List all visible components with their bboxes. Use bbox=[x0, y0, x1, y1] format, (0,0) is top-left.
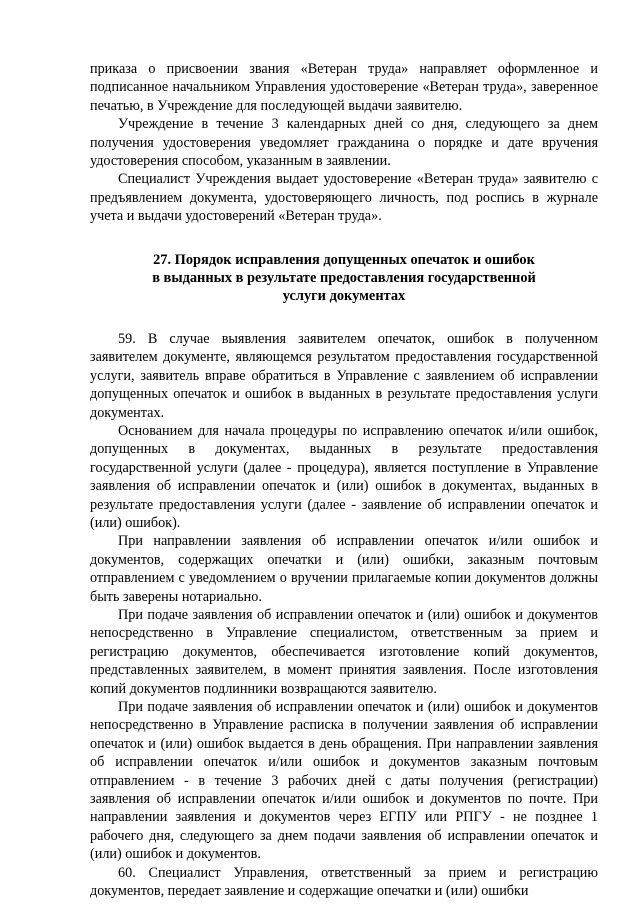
paragraph: Основанием для начала процедуры по исправлению опечаток и/или ошибок, допущенных в документах, выданных в результате предоставления государственной услуги (далее - процедура), является поступление в Управление заявления об исправлении опечаток и (или) ошибок в документах, выданных в результате предоставления услуги (далее - заявление об исправлении опечаток и (или) ошибок). bbox=[90, 422, 598, 531]
paragraph: Специалист Учреждения выдает удостоверение «Ветеран труда» заявителю с предъявлением документа, удостоверяющего личность, под роспись в журнале учета и выдачи удостоверений «Ветеран труда». bbox=[90, 171, 598, 225]
section-heading-line: 27. Порядок исправления допущенных опечаток и ошибок bbox=[153, 251, 535, 268]
paragraph: приказа о присвоении звания «Ветеран труда» направляет оформленное и подписанное начальником Управления удостоверение «Ветеран труда», заверенное печатью, в Учреждение для последующей выдачи заявителю. bbox=[90, 61, 598, 114]
paragraph: При подаче заявления об исправлении опечаток и (или) ошибок и документов непосредственно в Управление специалистом, ответственным за прием и регистрацию документов, обеспечивается изготовление копий документов, представленных заявителем, в момент принятия заявления. После изготовления копий документов подлинники возвращаются заявителю. bbox=[90, 606, 598, 697]
paragraph: 60. Специалист Управления, ответственный за прием и регистрацию документов, передает заявление и содержащие опечатки и (или) ошибки bbox=[90, 864, 598, 900]
document-page bbox=[90, 60, 598, 900]
section-heading-line: услуги документах bbox=[282, 288, 406, 305]
paragraph: При подаче заявления об исправлении опечаток и (или) ошибок и документов непосредственно в Управление расписка в получении заявления об исправлении опечаток и (или) ошибок выдается в день обращения. При направлении заявления об исправлении опечаток и/или ошибок и документов заказным почтовым отправлением - в течение 3 рабочих дней с даты получения (регистрации) заявления об исправлении опечаток и/или ошибок и документов по почте. При направлении заявления и документов через ЕГПУ или РПГУ - не позднее 1 рабочего дня, следующего за днем подачи заявления об исправлении опечаток и (или) ошибок и документов. bbox=[90, 699, 598, 863]
section-heading-line: в выданных в результате предоставления государственной bbox=[152, 270, 536, 287]
section-heading bbox=[90, 251, 598, 306]
paragraph: Учреждение в течение 3 календарных дней со дня, следующего за днем получения удостоверения уведомляет гражданина о порядке и дате вручения удостоверения способом, указанным в заявлении. bbox=[90, 116, 598, 170]
paragraph: 59. В случае выявления заявителем опечаток, ошибок в полученном заявителем документе, являющемся результатом предоставления государственной услуги, заявитель вправе обратиться в Управление с заявлением об исправлении допущенных опечаток и ошибок в выданных в результате предоставления услуги документах. bbox=[90, 330, 598, 421]
paragraph: При направлении заявления об исправлении опечаток и/или ошибок и документов, содержащих опечатки и (или) ошибки, заказным почтовым отправлением с уведомлением о вручении прилагаемые копии документов должны быть заверены нотариально. bbox=[90, 533, 598, 605]
